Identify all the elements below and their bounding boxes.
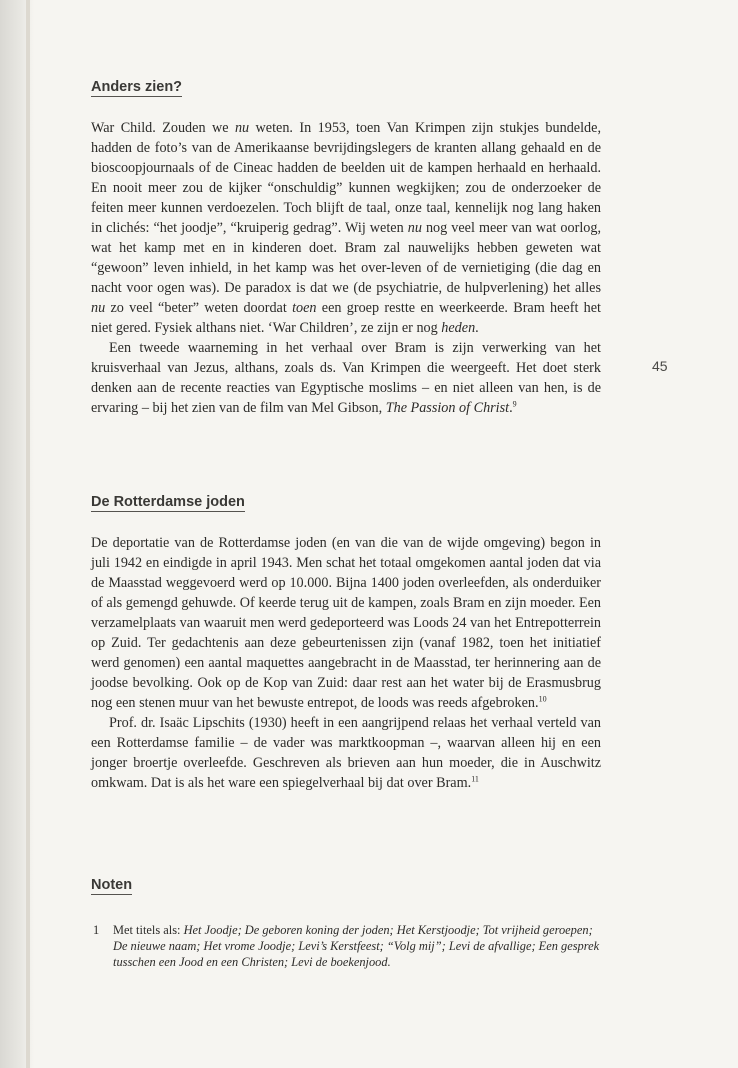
footnote: 1 Met titels als: Het Joodje; De geboren koning der joden; Het Kerstjoodje; Tot vrijheid geroepen; De nieuwe naam; Het vrome Joodje; Levi’s Kerstfeest; “Volg mij”; Levi de afvallige; Een gesprek tusschen een Jood en een Christen; Levi de boekenjood.: [93, 923, 600, 970]
paragraph: De deportatie van de Rotterdamse joden (en van die van de wijde omgeving) begon in juli 1942 en eindigde in april 1943. Men schat het totaal omgekomen aantal joden dat via de Maasstad weggevoerd werd op 10.000. Bijna 1400 joden overleefden, als onderduiker of als gemengd gehuwde. Of keerde terug uit de kampen, zoals Bram en zijn moeder. Een verzamelplaats van waaruit men werd gedeporteerd was Loods 24 van het Entrepotterrein op Zuid. Ter gedachtenis aan deze gebeurtenissen zijn (vanaf 1982, toen het initiatief werd genomen) een aantal maquettes aangebracht in de Maasstad, ter herinnering aan de joodse bevolking. Ook op de Kop van Zuid: daar rest aan het water bij de Erasmusbrug nog een stenen muur van het bewuste entrepot, de loods was reeds afgebroken.$^{10}$: [91, 535, 601, 711]
section-heading: Anders zien?: [91, 79, 183, 95]
section-anders-zien: [91, 78, 601, 418]
footnote-ref[interactable]: 10: [538, 694, 547, 704]
footnote-number: 1: [93, 923, 100, 937]
book-gutter-line: [26, 0, 30, 1068]
section-heading: Noten: [91, 877, 133, 893]
paragraph: War Child. Zouden we nu weten. In 1953, toen Van Krimpen zijn stukjes bundelde, hadden de foto’s van de Amerikaanse bevrijdingslegers de kranten allang gehaald en de bioscoopjournaals of de Cineac hadden de beelden uit de kampen herhaald en herhaald. En nooit meer zou de kijker “onschuldig” kunnen wegkijken; zou de onderzoeker de feiten meer kunnen verdoezelen. Toch blijft de taal, onze taal, kennelijk nog lang haken in clichés: “het joodje”, “kruiperig gedrag”. Wij weten nu nog veel meer van wat oorlog, wat het kamp met en in kinderen doet. Bram zal nauwelijks hebben geweten wat “gewoon” leven inhield, in het kamp was het over-leven of de vernietiging (die dag en nacht voor ogen was). De paradox is dat we (de psychiatrie, de hulpverlening) het alles nu zo veel “beter” weten doordat toen een groep restte en weerkeerde. Bram heeft het niet gered. Fysiek althans niet. ‘War Children’, ze zijn er nog heden.: [91, 120, 602, 336]
page-number: 45: [652, 358, 668, 374]
section-heading: De Rotterdamse joden: [91, 494, 245, 510]
paragraph: Prof. dr. Isaäc Lipschits (1930) heeft in een aangrijpend relaas het verhaal verteld van een Rotterdamse familie – de vader was marktkoopman –, waarvan alleen hij en een jonger broertje overleefde. Geschreven als brieven aan hun moeder, die in Auschwitz omkwam. Dat is als het ware een spiegelverhaal bij dat over Bram.$^{11}$: [91, 715, 601, 791]
footnote-ref[interactable]: 9: [512, 399, 517, 409]
section-noten: [91, 876, 601, 971]
section-rotterdamse-joden: [91, 493, 601, 793]
footnote-ref[interactable]: 11: [471, 774, 479, 784]
paragraph: Een tweede waarneming in het verhaal over Bram is zijn verwerking van het kruisverhaal van Jezus, althans, zoals ds. Van Krimpen die weergeeft. Het doet sterk denken aan de recente reacties van Egyptische moslims – en niet alleen van hen, is de ervaring – bij het zien van de film van Mel Gibson, The Passion of Christ.$^9$: [91, 340, 601, 416]
